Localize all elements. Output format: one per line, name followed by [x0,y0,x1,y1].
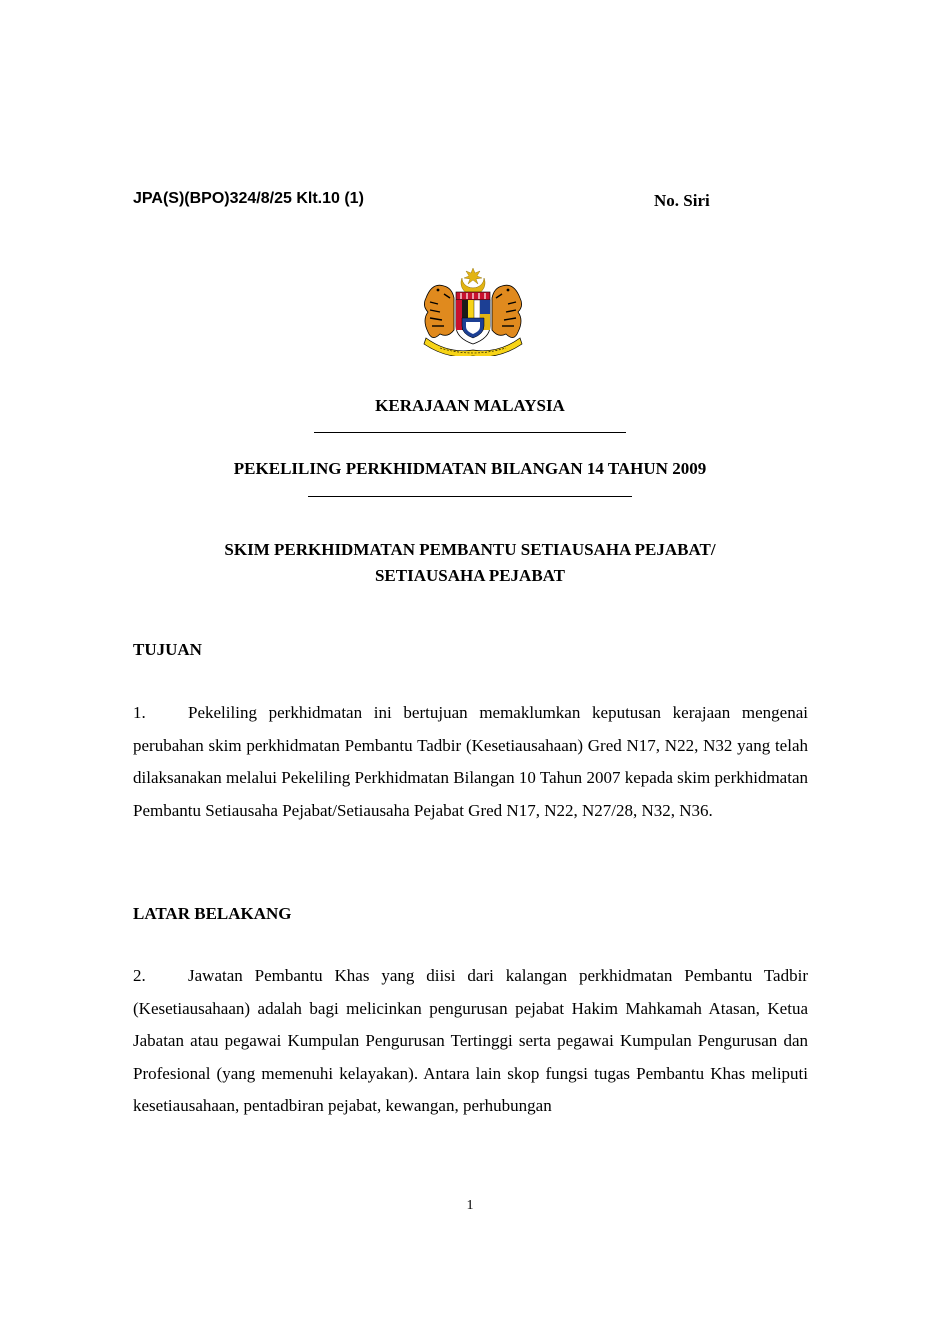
circular-title: PEKELILING PERKHIDMATAN BILANGAN 14 TAHUN 2009 [233,459,707,478]
paragraph-text: Pekeliling perkhidmatan ini bertujuan memaklumkan keputusan kerajaan mengenai perubahan skim perkhidmatan Pembantu Tadbir (Kesetiausahaan) Gred N17, N22, N32 yang telah dilaksanakan melalui Pekeliling Perkhidmatan Bilangan 10 Tahun 2007 kepada skim perkhidmatan Pembantu Setiausaha Pejabat/Setiausaha Pejabat Gred N17, N22, N27/28, N32, N36. [133,703,808,820]
circular-underline-rule [308,496,632,497]
reference-number: JPA(S)(BPO)324/8/25 Klt.10 (1) [133,190,364,207]
paragraph-text: Jawatan Pembantu Khas yang diisi dari kalangan perkhidmatan Pembantu Tadbir (Kesetiausahaan) adalah bagi melicinkan pengurusan pejabat Hakim Mahkamah Atasan, Ketua Jabatan atau pegawai Kumpulan Pengurusan Tertinggi serta pegawai Kumpulan Pengurusan dan Profesional (yang memenuhi kelayakan). Antara lain skop fungsi tugas Pembantu Khas meliputi kesetiausahaan, pentadbiran pejabat, kewangan, perhubungan [133,966,808,1115]
coat-of-arms-emblem [418,268,528,356]
title-underline-rule [314,432,626,433]
section-heading-tujuan: TUJUAN [133,640,202,659]
subject-title-line1: SKIM PERKHIDMATAN PEMBANTU SETIAUSAHA PEJABAT/ [224,540,716,559]
section-heading-latar-belakang: LATAR BELAKANG [133,904,292,923]
paragraph-1 [133,697,808,827]
paragraph-number: 2. [133,966,146,985]
subject-title-line2: SETIAUSAHA PEJABAT [374,566,566,585]
government-title: KERAJAAN MALAYSIA [375,396,565,415]
paragraph-number: 1. [133,703,146,722]
serial-number-label: No. Siri [654,191,710,210]
paragraph-2 [133,960,808,1123]
page-number: 1 [466,1198,474,1213]
